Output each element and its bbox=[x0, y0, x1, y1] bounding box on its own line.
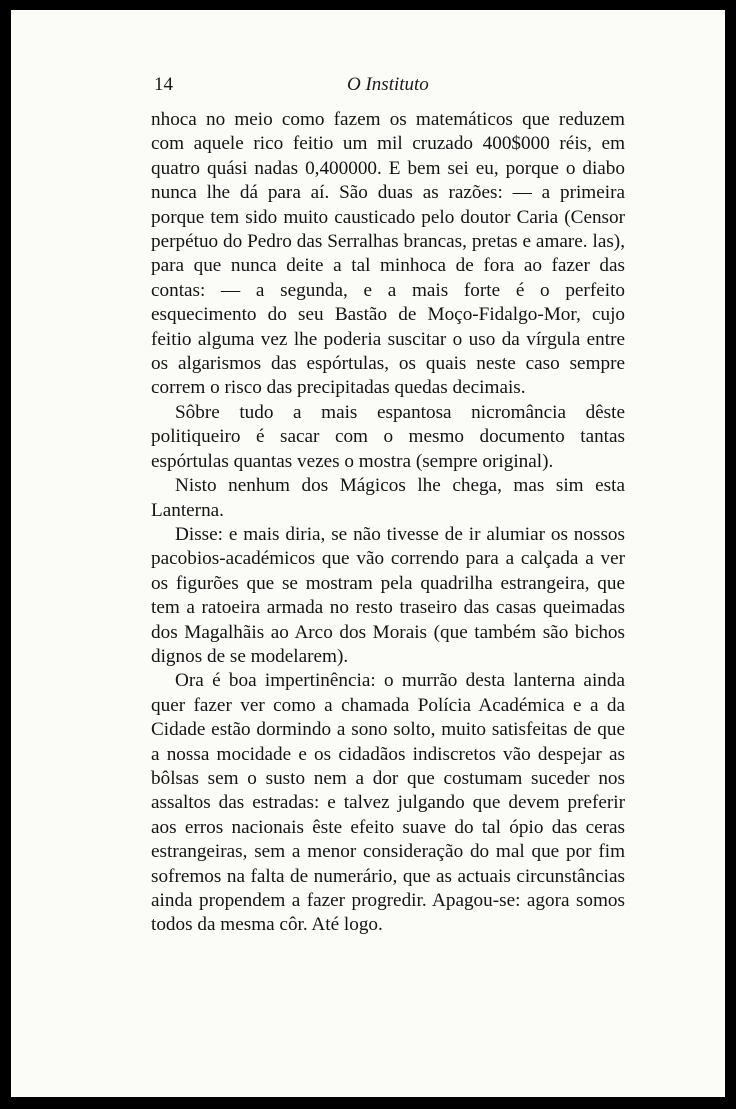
paragraph: Ora é boa impertinência: o murrão desta lanterna ainda quer fazer ver como a chamada Polícia Académica e a da Cidade estão dormindo a sono solto, muito satisfeitas de que a nossa mocidade e os cidadãos indiscretos vão despejar as bôlsas sem o susto nem a dor que costumam suceder nos assaltos das estradas: e talvez julgando que devem preferir aos erros nacionais êste efeito suave do tal ópio das ceras estrangeiras, sem a menor consideração do mal que por fim sofremos na falta de numerário, que as actuais circunstâncias ainda propendem a fazer progredir. Apagou-se: agora somos todos da mesma côr. Até logo. bbox=[151, 670, 625, 936]
paragraph: Sôbre tudo a mais espantosa nicromância dêste politiqueiro é sacar com o mesmo documento tantas espórtulas quantas vezes o mostra (sempre original). bbox=[151, 401, 625, 472]
paragraph: Disse: e mais diria, se não tivesse de ir alumiar os nossos pacobios-académicos que vão correndo para a calçada a ver os figurões que se mostram pela quadrilha estrangeira, que tem a ratoeira armada no resto traseiro das casas queimadas dos Magalhãis ao Arco dos Morais (que também são bichos dignos de se modelarem). bbox=[151, 523, 625, 667]
book-page bbox=[11, 10, 725, 1097]
running-head bbox=[11, 74, 725, 100]
paragraph-continuation: nhoca no meio como fazem os matemáticos que reduzem com aquele rico feitio um mil cruzado 400$000 réis, em quatro quási nadas 0,400000. E bem sei eu, porque o diabo nunca lhe dá para aí. São duas as razões: — a primeira porque tem sido muito causticado pelo doutor Caria (Censor perpétuo do Pedro das Serralhas brancas, pretas e amare. las), para que nunca deite a tal minhoca de fora ao fazer das contas: — a segunda, e a mais forte é o perfeito esquecimento do seu Bastão de Moço-Fidalgo-Mor, cujo feitio alguma vez lhe poderia suscitar o uso da vírgula entre os algarismos das espórtulas, os quais neste caso sempre correm o risco das precipitadas quedas decimais. bbox=[151, 109, 625, 399]
running-title: O Instituto bbox=[347, 74, 429, 95]
body-text bbox=[151, 108, 625, 938]
page-number: 14 bbox=[154, 74, 173, 95]
paragraph: Nisto nenhum dos Mágicos lhe chega, mas sim esta Lanterna. bbox=[151, 475, 625, 521]
